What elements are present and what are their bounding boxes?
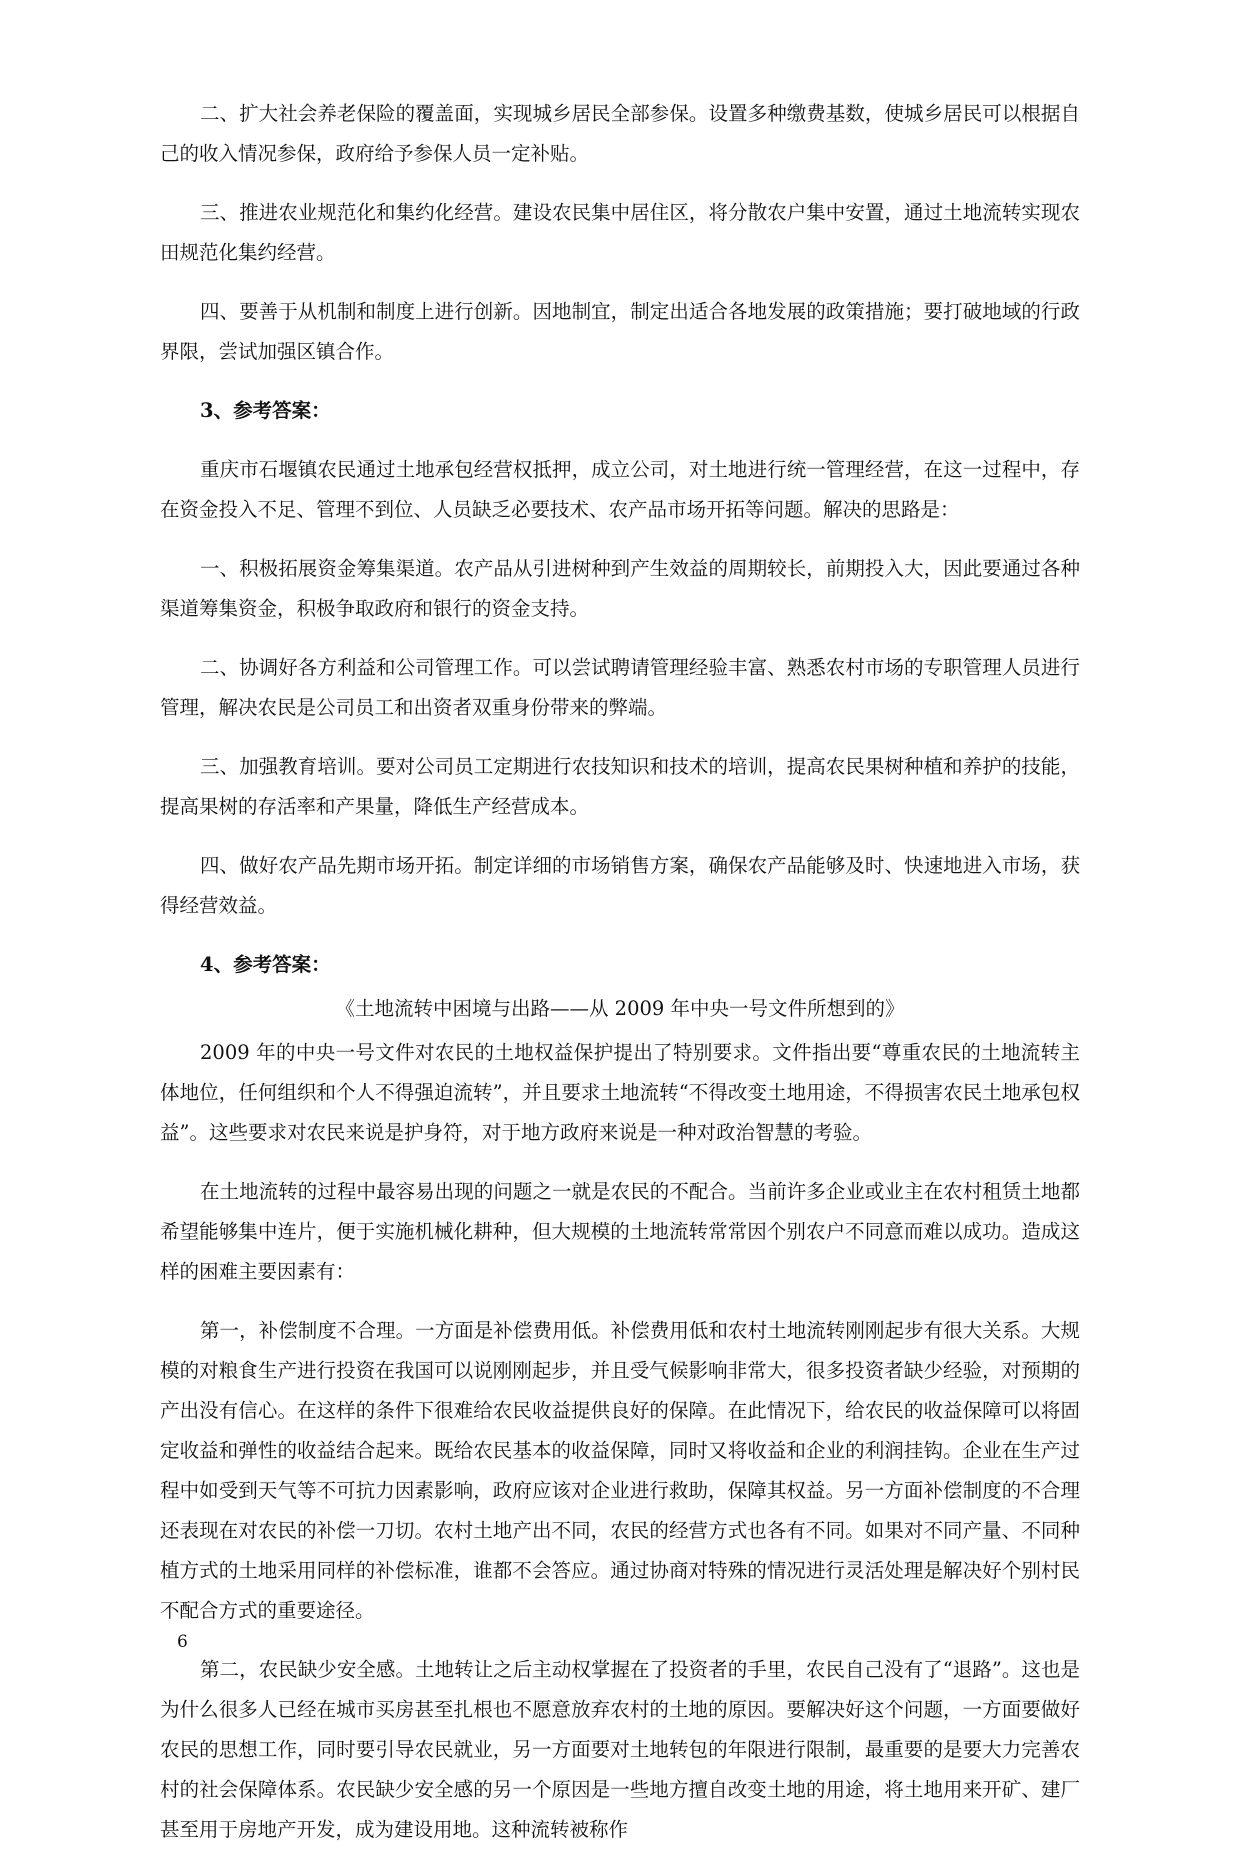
section-heading-3: 3、参考答案： bbox=[200, 399, 331, 422]
document-body bbox=[160, 94, 1080, 1869]
body-paragraph: 二、扩大社会养老保险的覆盖面，实现城乡居民全部参保。设置多种缴费基数，使城乡居民可以根据自己的收入情况参保，政府给予参保人员一定补贴。 bbox=[160, 102, 1080, 165]
body-paragraph: 四、要善于从机制和制度上进行创新。因地制宜，制定出适合各地发展的政策措施；要打破地域的行政界限，尝试加强区镇合作。 bbox=[160, 300, 1080, 363]
body-paragraph: 一、积极拓展资金筹集渠道。农产品从引进树种到产生效益的周期较长，前期投入大，因此要通过各种渠道筹集资金，积极争取政府和银行的资金支持。 bbox=[160, 557, 1080, 620]
body-paragraph: 在土地流转的过程中最容易出现的问题之一就是农民的不配合。当前许多企业或业主在农村租赁土地都希望能够集中连片，便于实施机械化耕种，但大规模的土地流转常常因个别农户不同意而难以成功。造成这样的困难主要因素有： bbox=[160, 1180, 1080, 1283]
body-paragraph: 三、推进农业规范化和集约化经营。建设农民集中居住区，将分散农户集中安置，通过土地流转实现农田规范化集约经营。 bbox=[160, 201, 1080, 264]
body-paragraph: 第一，补偿制度不合理。一方面是补偿费用低。补偿费用低和农村土地流转刚刚起步有很大关系。大规模的对粮食生产进行投资在我国可以说刚刚起步，并且受气候影响非常大，很多投资者缺少经验，对预期的产出没有信心。在这样的条件下很难给农民收益提供良好的保障。在此情况下，给农民的收益保障可以将固定收益和弹性的收益结合起来。既给农民基本的收益保障，同时又将收益和企业的利润挂钩。企业在生产过程中如受到天气等不可抗力因素影响，政府应该对企业进行救助，保障其权益。另一方面补偿制度的不合理还表现在对农民的补偿一刀切。农村土地产出不同，农民的经营方式也各有不同。如果对不同产量、不同种植方式的土地采用同样的补偿标准，谁都不会答应。通过协商对特殊的情况进行灵活处理是解决好个别村民不配合方式的重要途径。 bbox=[160, 1319, 1080, 1622]
essay-title: 《土地流转中困境与出路——从 2009 年中央一号文件所想到的》 bbox=[335, 997, 905, 1020]
body-paragraph: 三、加强教育培训。要对公司员工定期进行农技知识和技术的培训，提高农民果树种植和养护的技能，提高果树的存活率和产果量，降低生产经营成本。 bbox=[160, 755, 1080, 818]
section-heading-4: 4、参考答案： bbox=[200, 953, 331, 976]
body-paragraph: 2009 年的中央一号文件对农民的土地权益保护提出了特别要求。文件指出要“尊重农民的土地流转主体地位，任何组织和个人不得强迫流转”，并且要求土地流转“不得改变土地用途，不得损害农民土地承包权益”。这些要求对农民来说是护身符，对于地方政府来说是一种对政治智慧的考验。 bbox=[160, 1041, 1080, 1144]
body-paragraph: 二、协调好各方利益和公司管理工作。可以尝试聘请管理经验丰富、熟悉农村市场的专职管理人员进行管理，解决农民是公司员工和出资者双重身份带来的弊端。 bbox=[160, 656, 1080, 719]
body-paragraph: 四、做好农产品先期市场开拓。制定详细的市场销售方案，确保农产品能够及时、快速地进入市场，获得经营效益。 bbox=[160, 854, 1080, 917]
body-paragraph: 重庆市石堰镇农民通过土地承包经营权抵押，成立公司，对土地进行统一管理经营，在这一过程中，存在资金投入不足、管理不到位、人员缺乏必要技术、农产品市场开拓等问题。解决的思路是： bbox=[160, 458, 1080, 521]
body-paragraph: 第二，农民缺少安全感。土地转让之后主动权掌握在了投资者的手里，农民自己没有了“退路”。这也是为什么很多人已经在城市买房甚至扎根也不愿意放弃农村的土地的原因。要解决好这个问题，一方面要做好农民的思想工作，同时要引导农民就业，另一方面要对土地转包的年限进行限制，最重要的是要大力完善农村的社会保障体系。农民缺少安全感的另一个原因是一些地方擅自改变土地的用途，将土地用来开矿、建厂甚至用于房地产开发，成为建设用地。这种流转被称作 bbox=[160, 1658, 1080, 1841]
page-number: 6 bbox=[177, 1632, 188, 1652]
